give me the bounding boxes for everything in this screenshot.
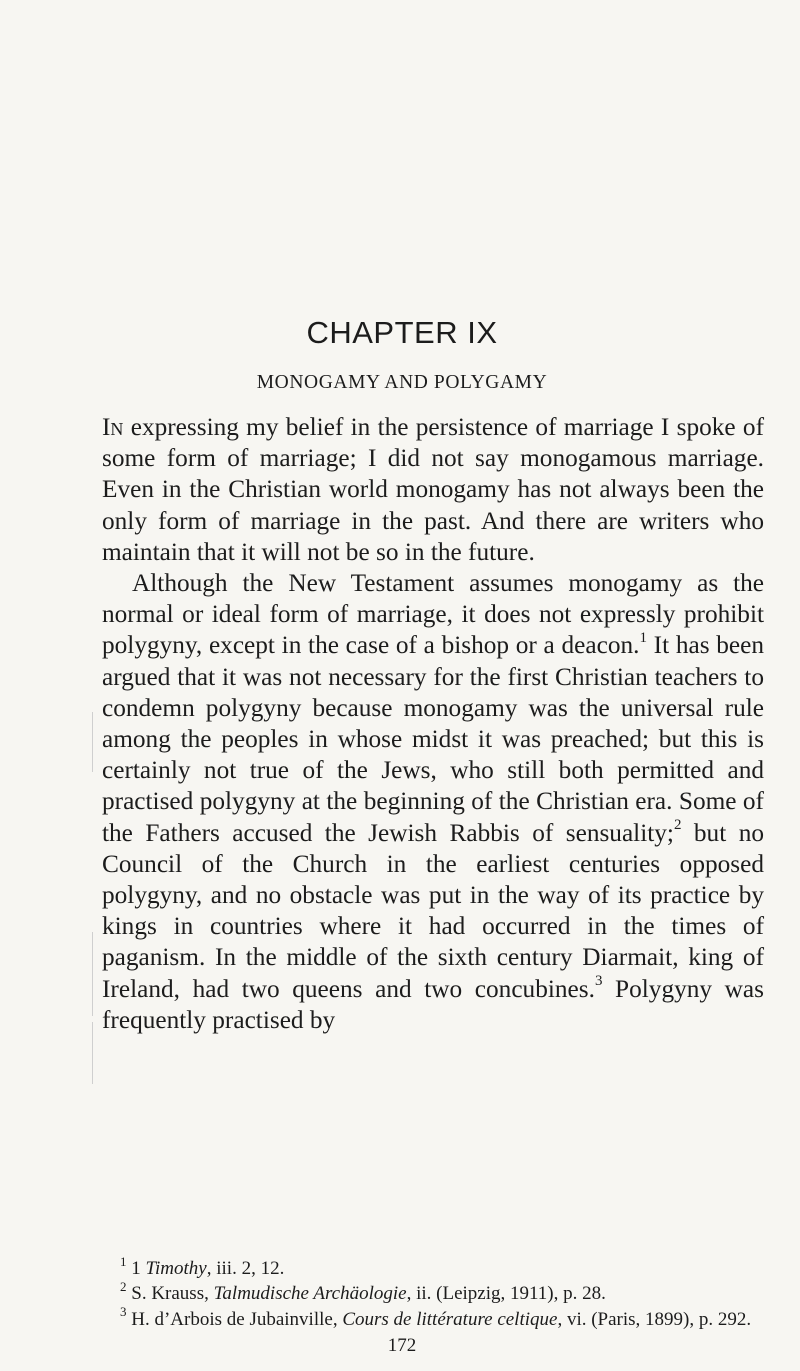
page-number: 172 bbox=[387, 1335, 417, 1356]
paragraph-2-text-a: Although the New Testament assumes monogamy as the normal or ideal form of marriage, it does not expressly prohibit polygyny, except in the case of a bishop or a deacon. bbox=[102, 569, 764, 660]
footnote-ref-3: 3 bbox=[594, 973, 603, 990]
paragraph-1-text: expressing my belief in the persistence of marriage I spoke of some form of marriage; I did not say monogamous marriage. Even in the Christian world monogamy has not always been the only form of marriage in the past. And there are writers who maintain that it will not be so in the future. bbox=[102, 413, 764, 566]
footnote-1-pre: 1 bbox=[126, 1258, 146, 1279]
footnote-1 bbox=[102, 1253, 764, 1281]
footnote-1-post: , iii. 2, 12. bbox=[206, 1258, 285, 1279]
footnote-2-pre: S. Krauss, bbox=[126, 1283, 214, 1305]
footnote-3 bbox=[102, 1304, 764, 1332]
footnote-3-marker: 3 bbox=[120, 1304, 127, 1320]
margin-mark-2 bbox=[92, 932, 93, 1016]
chapter-subtitle: MONOGAMY AND POLYGAMY bbox=[256, 372, 548, 393]
paragraph-2-text-d: Polygyny was frequently practised by bbox=[102, 974, 764, 1034]
footnote-2 bbox=[102, 1281, 764, 1306]
chapter-title: CHAPTER IX bbox=[306, 315, 498, 350]
footnote-ref-2: 2 bbox=[673, 817, 682, 834]
paragraph-2 bbox=[102, 568, 764, 1036]
margin-mark-3 bbox=[92, 1022, 93, 1084]
footnote-3-title: Cours de littérature celtique bbox=[342, 1308, 558, 1330]
footnote-1-title: Timothy bbox=[145, 1258, 207, 1279]
margin-mark-1 bbox=[92, 712, 93, 772]
paragraph-1 bbox=[102, 412, 764, 568]
footnotes bbox=[102, 1253, 764, 1332]
footnote-1-marker: 1 bbox=[120, 1253, 127, 1269]
body-text bbox=[102, 412, 764, 1036]
footnote-ref-1: 1 bbox=[639, 630, 647, 646]
paragraph-2-text-c: but no Council of the Church in the earliest centuries opposed polygyny, and no obstacle was put in the way of its practice by kings in countries where it had occurred in the times of paganism. In the middle of the sixth century Diarmait, king of Ireland, had two queens and two concubines. bbox=[102, 818, 764, 1003]
paragraph-2-text-b: It has been argued that it was not necessary for the first Christian teachers to condemn polygyny because monogamy was the universal rule among the peoples in whose midst it was preached; but this is certainly not true of the Jews, who still both permitted and practised polygyny at the beginning of the Christian era. Some of the Fathers accused the Jewish Rabbis of sensuality; bbox=[102, 631, 764, 847]
footnote-2-title: Talmudische Archäologie bbox=[213, 1283, 407, 1305]
footnote-2-post: , ii. (Leipzig, 1911), p. 28. bbox=[406, 1283, 606, 1305]
footnote-2-marker: 2 bbox=[120, 1279, 127, 1295]
footnote-3-post: , vi. (Paris, 1899), p. 292. bbox=[557, 1308, 752, 1330]
footnote-3-pre: H. d’Arbois de Jubainville, bbox=[126, 1308, 343, 1330]
paragraph-lead-word: In bbox=[102, 413, 124, 441]
